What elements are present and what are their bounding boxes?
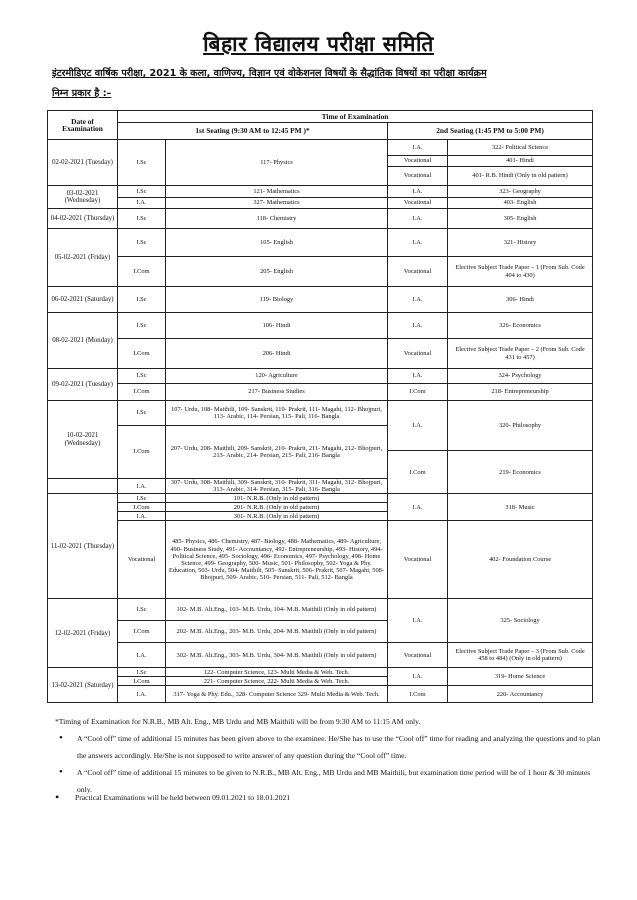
exam-date: 13-02-2021 (Saturday) <box>48 668 118 703</box>
stream: I.Com <box>388 686 448 703</box>
stream: Vocational <box>388 257 448 287</box>
subject: 206- Hindi <box>166 339 388 369</box>
stream: I.Sc <box>118 494 166 503</box>
stream: I.Com <box>388 451 448 494</box>
subject: 102- M.B. Alt.Eng., 103- M.B. Urdu, 104- M.B. Maithili (Only in old pattern) <box>166 599 388 621</box>
stream: I.A. <box>388 401 448 451</box>
stream: I.A. <box>118 686 166 703</box>
stream: Vocational <box>388 167 448 186</box>
table-row <box>48 599 593 621</box>
stream: I.Sc <box>118 401 166 426</box>
page-subtitle <box>52 64 592 104</box>
practical-note <box>55 793 603 802</box>
table-row <box>48 198 593 209</box>
stream: I.Sc <box>118 140 166 186</box>
subject: Elective Subject Trade Paper – 1 (From Sub. Code 404 to 430) <box>448 257 593 287</box>
subject: 305- English <box>448 209 593 229</box>
first-seating-header: 1st Seating (9:30 AM to 12:45 PM )* <box>118 123 388 140</box>
exam-date: 09-02-2021 (Tuesday) <box>48 369 118 401</box>
exam-date-continued <box>48 479 118 494</box>
stream: I.Sc <box>118 313 166 339</box>
stream: I.A. <box>388 229 448 257</box>
subject: 321- History <box>448 229 593 257</box>
subtitle-line-2: निम्न प्रकार है :– <box>52 88 112 99</box>
subject: 306- Hindi <box>448 287 593 313</box>
table-row <box>48 369 593 384</box>
exam-date: 04-02-2021 (Thursday) <box>48 209 118 229</box>
practical-note-text: Practical Examinations will be held between 09.01.2021 to 18.01.2021 <box>75 793 291 802</box>
subject: 118- Chemistry <box>166 209 388 229</box>
subject: 119- Biology <box>166 287 388 313</box>
subject: 403- English <box>448 198 593 209</box>
subject: 205- English <box>166 257 388 287</box>
stream: I.Com <box>118 384 166 401</box>
table-row <box>48 313 593 339</box>
time-header: Time of Examination <box>118 111 593 123</box>
subject: Elective Subject Trade Paper – 2 (From Sub. Code 431 to 457) <box>448 339 593 369</box>
subject: 322- Political Science <box>448 140 593 156</box>
stream: Vocational <box>388 156 448 167</box>
subject: 324- Psychology <box>448 369 593 384</box>
stream: I.Com <box>118 426 166 479</box>
stream: I.A. <box>118 479 166 494</box>
stream: I.A. <box>118 643 166 668</box>
second-seating-header: 2nd Seating (1:45 PM to 5:00 PM) <box>388 123 593 140</box>
subject: 122- Computer Science, 123- Multi Media & Web. Tech. <box>166 668 388 677</box>
subject: 485- Physics, 486- Chemistry, 487- Biology, 488- Mathematics, 489- Agriculture, 490- Business Study, 491- Accountancy, 492- Entrepreneurship, 493- History, 494- Political Science, 495- Sociology, 496- Economics, 497- Psychology, 498- Home Science, 499- Geography, 500- Music, 501- Philosophy, 502- Yoga & Phy. Education, 503- Urdu, 504- Maithili, 505- Sanskrit, 506- Prakrit, 507- Magahi, 508- Bhojpuri, 509- Arabic, 510- Persian, 511- Pali, 512- Bangla <box>166 521 388 599</box>
exam-date: 11-02-2021 (Thursday) <box>48 494 118 599</box>
subject: 401- Hindi <box>448 156 593 167</box>
stream: I.A. <box>388 313 448 339</box>
exam-date: 08-02-2021 (Monday) <box>48 313 118 369</box>
seating-header-row <box>48 123 593 140</box>
stream: I.A. <box>388 494 448 521</box>
stream: I.Sc <box>118 668 166 677</box>
stream: I.Sc <box>118 369 166 384</box>
stream: I.Sc <box>118 599 166 621</box>
subject: 301- N.R.B. (Only in old pattern) <box>166 512 388 521</box>
stream: I.A. <box>388 186 448 198</box>
subject: 207- Urdu, 208- Maithili, 209- Sanskrit, 210- Prakrit, 211- Magahi, 212- Bhojpuri, 213- Arabic, 214- Persian, 215- Pali, 216- Bangla <box>166 426 388 479</box>
subject: 325- Sociology <box>448 599 593 643</box>
cool-off-note-2: • A “Cool off” time of additional 15 minutes to be given to N.R.B., MB Alt. Eng., MB Urdu and MB Maithili, but examination time period will be of 1 hour & 30 minutes only. <box>55 764 603 798</box>
subject: 317- Yoga & Phy. Edu., 328- Computer Science 329- Multi Media & Web. Tech. <box>166 686 388 703</box>
subject: 117- Physics <box>166 140 388 186</box>
header-row <box>48 111 593 123</box>
subject: 220- Accountancy <box>448 686 593 703</box>
stream: I.Com <box>118 621 166 643</box>
stream: I.Sc <box>118 287 166 313</box>
timing-note: *Timing of Examination for N.R.B., MB Alt. Eng., MB Urdu and MB Maithili will be from 9:30 AM to 11:15 AM only. <box>55 717 421 726</box>
exam-date: 03-02-2021 (Wednesday) <box>48 186 118 209</box>
subject: 318- Music <box>448 494 593 521</box>
subject: 221- Computer Science, 222- Multi Media & Web. Tech. <box>166 677 388 686</box>
subject: 107- Urdu, 108- Maithili, 109- Sanskrit, 110- Prakrit, 111- Magahi, 112- Bhojpuri, 113- Arabic, 114- Persian, 115- Pali, 116- Bangla <box>166 401 388 426</box>
exam-date: 10-02-2021 (Wednesday) <box>48 401 118 479</box>
subject: 302- M.B. Alt.Eng., 303- M.B. Urdu, 304- M.B. Maithili (Only in old pattern) <box>166 643 388 668</box>
stream: Vocational <box>388 521 448 599</box>
exam-date: 12-02-2021 (Friday) <box>48 599 118 668</box>
page-title: बिहार विद्यालय परीक्षा समिति <box>203 32 434 56</box>
stream: I.Com <box>118 339 166 369</box>
table-row <box>48 257 593 287</box>
stream: I.Com <box>388 384 448 401</box>
stream: Vocational <box>388 339 448 369</box>
subtitle-line-1: इंटरमीडिएट वार्षिक परीक्षा, 2021 के कला, वाणिज्य, विज्ञान एवं वोकेशनल विषयों के सैद्धांतिक विषयों का परीक्षा कार्यक्रम <box>52 68 487 79</box>
stream: I.A. <box>118 198 166 209</box>
subject: 120- Agriculture <box>166 369 388 384</box>
subject: 201- N.R.B. (Only in old pattern) <box>166 503 388 512</box>
subject: 219- Economics <box>448 451 593 494</box>
stream: I.A. <box>388 668 448 686</box>
date-header: Date of Examination <box>48 111 118 140</box>
stream: Vocational <box>118 521 166 599</box>
subject: 326- Economics <box>448 313 593 339</box>
table-row <box>48 287 593 313</box>
table-row <box>48 140 593 156</box>
subject: 319- Home Science <box>448 668 593 686</box>
table-row <box>48 401 593 426</box>
table-row <box>48 209 593 229</box>
stream: I.Sc <box>118 209 166 229</box>
subject: 402- Foundation Course <box>448 521 593 599</box>
exam-date: 06-02-2021 (Saturday) <box>48 287 118 313</box>
exam-schedule-table <box>47 110 593 703</box>
stream: I.Com <box>118 257 166 287</box>
stream: I.A. <box>388 287 448 313</box>
stream: I.Sc <box>118 229 166 257</box>
table-row <box>48 384 593 401</box>
stream: Vocational <box>388 643 448 668</box>
stream: I.Com <box>118 503 166 512</box>
stream: I.A. <box>388 140 448 156</box>
table-row <box>48 229 593 257</box>
subject: 320- Philosophy <box>448 401 593 451</box>
subject: Elective Subject Trade Paper – 3 (From Sub. Code 458 to 484) (Only in old pattern) <box>448 643 593 668</box>
subject: 121- Mathematics <box>166 186 388 198</box>
stream: I.A. <box>388 599 448 643</box>
subject: 327- Mathematics <box>166 198 388 209</box>
stream: Vocational <box>388 198 448 209</box>
subject: 101- N.R.B. (Only in old pattern) <box>166 494 388 503</box>
subject: 105- English <box>166 229 388 257</box>
stream: I.A. <box>388 209 448 229</box>
stream: I.Sc <box>118 186 166 198</box>
table-row <box>48 339 593 369</box>
table-row <box>48 494 593 503</box>
table-row <box>48 521 593 599</box>
subject: 307- Urdu, 308- Maithili, 309- Sanskrit, 310- Prakrit, 311- Magahi, 312- Bhojpuri, 313- Arabic, 314- Persian, 315- Pali, 316- Bangla <box>166 479 388 494</box>
subject: 323- Geography <box>448 186 593 198</box>
subject: 106- Hindi <box>166 313 388 339</box>
footnotes <box>55 713 603 798</box>
table-row <box>48 668 593 677</box>
cool-off-note-1: • A “Cool off” time of additional 15 minutes has been given above to the examinee. He/She has to use the “Cool off” time for reading and analyzing the questions and to plan the answers accordingly. He/She is not supposed to write answer of any question during the “Cool off” time. <box>55 730 603 764</box>
exam-date: 02-02-2021 (Tuesday) <box>48 140 118 186</box>
subject: 202- M.B. Alt.Eng., 203- M.B. Urdu, 204- M.B. Maithili (Only in old pattern) <box>166 621 388 643</box>
stream: I.A. <box>388 369 448 384</box>
subject: 218- Entrepreneurship <box>448 384 593 401</box>
stream: I.A. <box>118 512 166 521</box>
subject: 217- Business Studies <box>166 384 388 401</box>
table-row <box>48 643 593 668</box>
table-row <box>48 186 593 198</box>
exam-date: 05-02-2021 (Friday) <box>48 229 118 287</box>
subject: 401- R.B. Hindi (Only in old pattern) <box>448 167 593 186</box>
stream: I.Com <box>118 677 166 686</box>
table-row <box>48 686 593 703</box>
